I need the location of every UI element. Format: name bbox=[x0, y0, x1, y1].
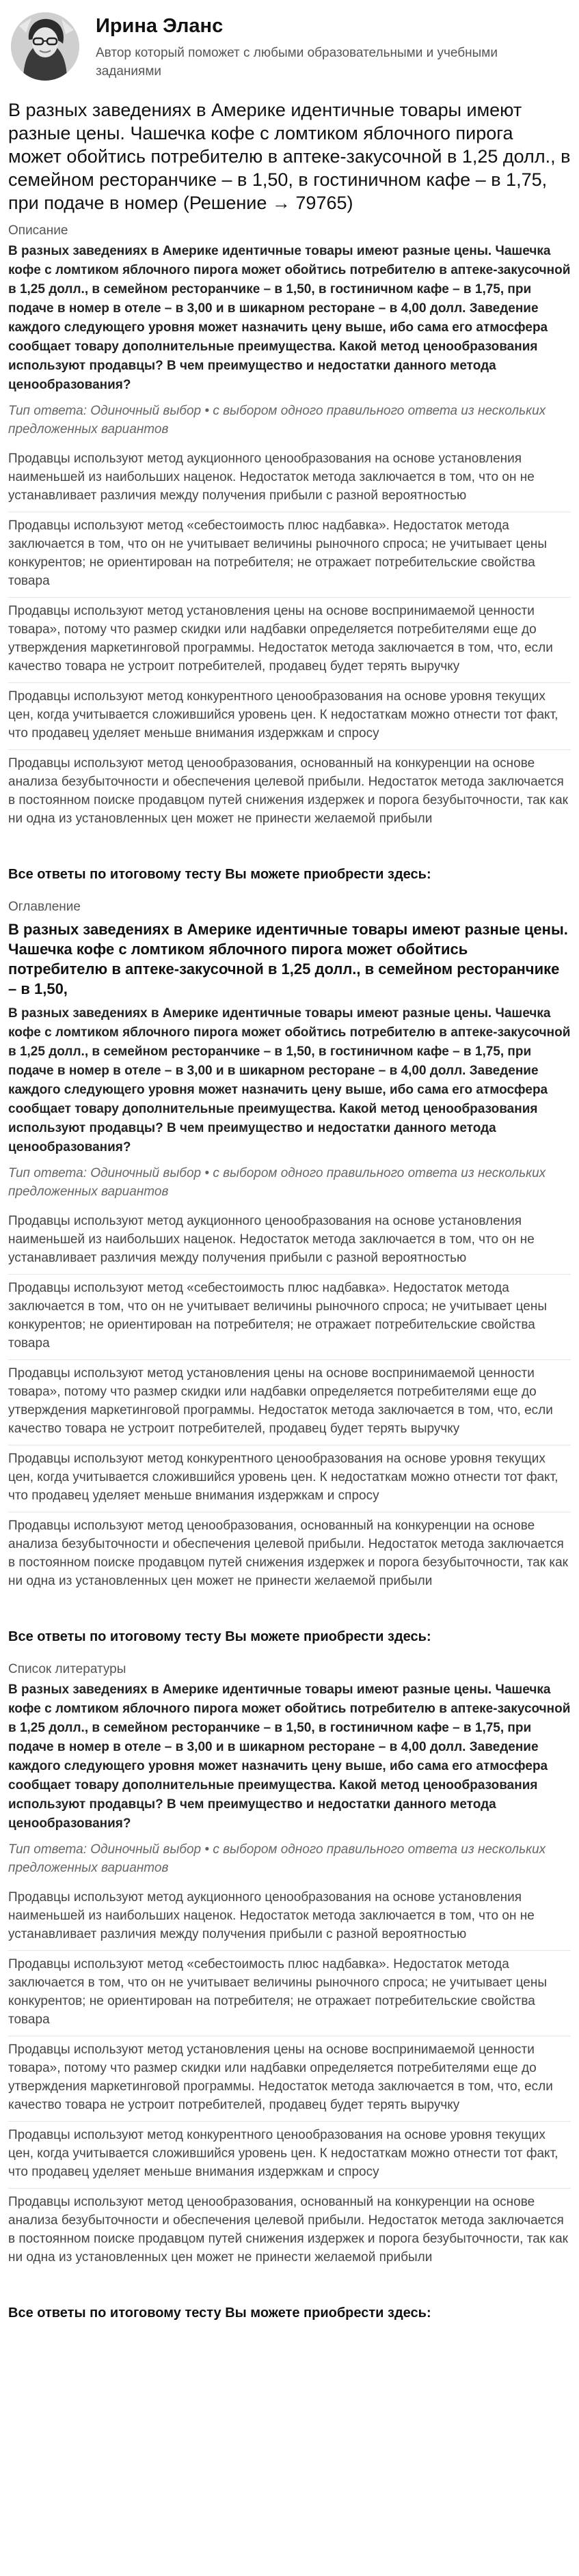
option-item: Продавцы используют метод «себестоимость плюс надбавка». Недостаток метода заключается в том, что он не учитывает величины рыночного спроса; не учитывает цены конкурентов; не ориентирован на потребителя; не отражает потребительские свойства товара bbox=[8, 1274, 571, 1359]
option-item: Продавцы используют метод установления цены на основе воспринимаемой ценности товара», потому что размер скидки или надбавки определяется потребителями еще до утверждения маркетинговой программы. Недостаток метода заключается в том, что, если качество товара не устроит потребителей, продавец будет терять выручку bbox=[8, 1359, 571, 1445]
option-item: Продавцы используют метод «себестоимость плюс надбавка». Недостаток метода заключается в том, что он не учитывает величины рыночного спроса; не учитывает цены конкурентов; не ориентирован на потребителя; не отражает потребительские свойства товара bbox=[8, 512, 571, 597]
author-description: Автор который поможет с любыми образовательными и учебными заданиями bbox=[96, 46, 498, 79]
option-item: Продавцы используют метод ценообразования, основанный на конкуренции на основе анализа безубыточности и обеспечения целевой прибыли. Недостаток метода заключается в постоянном поиске продавцом путей снижения издержек и порога безубыточности, так как ни одна из установленных цен может не принести желаемой прибыли bbox=[8, 1512, 571, 1597]
option-item: Продавцы используют метод аукционного ценообразования на основе установления наименьшей из наибольших наценок. Недостаток метода заключается в том, что он не устанавливает различия между получения прибыли с разной вероятностью bbox=[8, 1890, 535, 1941]
author-info bbox=[96, 12, 533, 81]
section-description bbox=[8, 223, 571, 884]
question-text: В разных заведениях в Америке идентичные товары имеют разные цены. Чашечка кофе с ломтиком яблочного пирога может обойтись потребителю в аптеке-закусочной в 1,25 долл., в семейном ресторанчике – в 1,50, в гостиничном кафе – в 1,75, при подаче в номер в отеле – в 3,00 и в шикарном ресторане – в 4,00 долл. Заведение каждого следующего уровня может назначить цену выше, ибо сама его атмосфера сообщает товару дополнительные преимущества. Какой метод ценообразования используют продавцы? В чем преимущество и недостатки данного метода ценообразования? bbox=[8, 244, 571, 392]
options-list bbox=[8, 1208, 571, 1597]
section-contents bbox=[8, 899, 571, 1646]
buy-answers-text: Все ответы по итоговому тесту Вы можете приобрести здесь: bbox=[8, 2305, 431, 2321]
question-text: В разных заведениях в Америке идентичные товары имеют разные цены. Чашечка кофе с ломтиком яблочного пирога может обойтись потребителю в аптеке-закусочной в 1,25 долл., в семейном ресторанчике – в 1,50, в гостиничном кафе – в 1,75, при подаче в номер в отеле – в 3,00 и в шикарном ресторане – в 4,00 долл. Заведение каждого следующего уровня может назначить цену выше, ибо сама его атмосфера сообщает товару дополнительные преимущества. Какой метод ценообразования используют продавцы? В чем преимущество и недостатки данного метода ценообразования? bbox=[8, 1006, 571, 1154]
buy-answers-text: Все ответы по итоговому тесту Вы можете приобрести здесь: bbox=[8, 867, 431, 882]
section-label: Описание bbox=[8, 223, 68, 238]
buy-answers-text: Все ответы по итоговому тесту Вы можете приобрести здесь: bbox=[8, 1629, 431, 1644]
option-item: Продавцы используют метод аукционного ценообразования на основе установления наименьшей из наибольших наценок. Недостаток метода заключается в том, что он не устанавливает различия между получения прибыли с разной вероятностью bbox=[8, 1214, 535, 1265]
answer-type: Тип ответа: Одиночный выбор • с выбором одного правильного ответа из нескольких предложенных вариантов bbox=[8, 1166, 546, 1199]
avatar-photo-icon bbox=[11, 12, 79, 81]
section-label: Оглавление bbox=[8, 900, 81, 914]
option-item: Продавцы используют метод установления цены на основе воспринимаемой ценности товара», потому что размер скидки или надбавки определяется потребителями еще до утверждения маркетинговой программы. Недостаток метода заключается в том, что, если качество товара не устроит потребителей, продавец будет терять выручку bbox=[8, 597, 571, 682]
option-item: Продавцы используют метод установления цены на основе воспринимаемой ценности товара», потому что размер скидки или надбавки определяется потребителями еще до утверждения маркетинговой программы. Недостаток метода заключается в том, что, если качество товара не устроит потребителей, продавец будет терять выручку bbox=[8, 2036, 571, 2121]
options-list bbox=[8, 445, 571, 835]
author-header bbox=[8, 12, 571, 98]
answer-type: Тип ответа: Одиночный выбор • с выбором одного правильного ответа из нескольких предложенных вариантов bbox=[8, 404, 546, 437]
option-item: Продавцы используют метод аукционного ценообразования на основе установления наименьшей из наибольших наценок. Недостаток метода заключается в том, что он не устанавливает различия между получения прибыли с разной вероятностью bbox=[8, 452, 535, 503]
section-bibliography bbox=[8, 1661, 571, 2323]
answer-type: Тип ответа: Одиночный выбор • с выбором одного правильного ответа из нескольких предложенных вариантов bbox=[8, 1842, 546, 1875]
page-title: В разных заведениях в Америке идентичные товары имеют разные цены. Чашечка кофе с ломтиком яблочного пирога может обойтись потребителю в аптеке-закусочной в 1,25 долл., в семейном ресторанчике – в 1,50, в гостиничном кафе – в 1,75, при подаче в номер (Решение → 79765) bbox=[8, 100, 571, 213]
option-item: Продавцы используют метод конкурентного ценообразования на основе уровня текущих цен, когда учитывается сложившийся уровень цен. К недостаткам можно отнести тот факт, что продавец уделяет меньше внимания издержкам и спросу bbox=[8, 682, 571, 749]
option-item: Продавцы используют метод конкурентного ценообразования на основе уровня текущих цен, когда учитывается сложившийся уровень цен. К недостаткам можно отнести тот факт, что продавец уделяет меньше внимания издержкам и спросу bbox=[8, 1445, 571, 1512]
author-name[interactable]: Ирина Эланс bbox=[96, 15, 224, 37]
section-label: Список литературы bbox=[8, 1662, 126, 1676]
author-avatar[interactable] bbox=[11, 12, 79, 81]
option-item: Продавцы используют метод ценообразования, основанный на конкуренции на основе анализа безубыточности и обеспечения целевой прибыли. Недостаток метода заключается в постоянном поиске продавцом путей снижения издержек и порога безубыточности, так как ни одна из установленных цен может не принести желаемой прибыли bbox=[8, 749, 571, 835]
option-item: Продавцы используют метод ценообразования, основанный на конкуренции на основе анализа безубыточности и обеспечения целевой прибыли. Недостаток метода заключается в постоянном поиске продавцом путей снижения издержек и порога безубыточности, так как ни одна из установленных цен может не принести желаемой прибыли bbox=[8, 2188, 571, 2273]
option-item: Продавцы используют метод конкурентного ценообразования на основе уровня текущих цен, когда учитывается сложившийся уровень цен. К недостаткам можно отнести тот факт, что продавец уделяет меньше внимания издержкам и спросу bbox=[8, 2121, 571, 2188]
question-title: В разных заведениях в Америке идентичные товары имеют разные цены. Чашечка кофе с ломтиком яблочного пирога может обойтись потребителю в аптеке-закусочной в 1,25 долл., в семейном ресторанчике – в 1,50, bbox=[8, 921, 568, 997]
option-item: Продавцы используют метод «себестоимость плюс надбавка». Недостаток метода заключается в том, что он не учитывает величины рыночного спроса; не учитывает цены конкурентов; не ориентирован на потребителя; не отражает потребительские свойства товара bbox=[8, 1950, 571, 2036]
options-list bbox=[8, 1884, 571, 2273]
question-text: В разных заведениях в Америке идентичные товары имеют разные цены. Чашечка кофе с ломтиком яблочного пирога может обойтись потребителю в аптеке-закусочной в 1,25 долл., в семейном ресторанчике – в 1,50, в гостиничном кафе – в 1,75, при подаче в номер в отеле – в 3,00 и в шикарном ресторане – в 4,00 долл. Заведение каждого следующего уровня может назначить цену выше, ибо сама его атмосфера сообщает товару дополнительные преимущества. Какой метод ценообразования используют продавцы? В чем преимущество и недостатки данного метода ценообразования? bbox=[8, 1682, 571, 1831]
